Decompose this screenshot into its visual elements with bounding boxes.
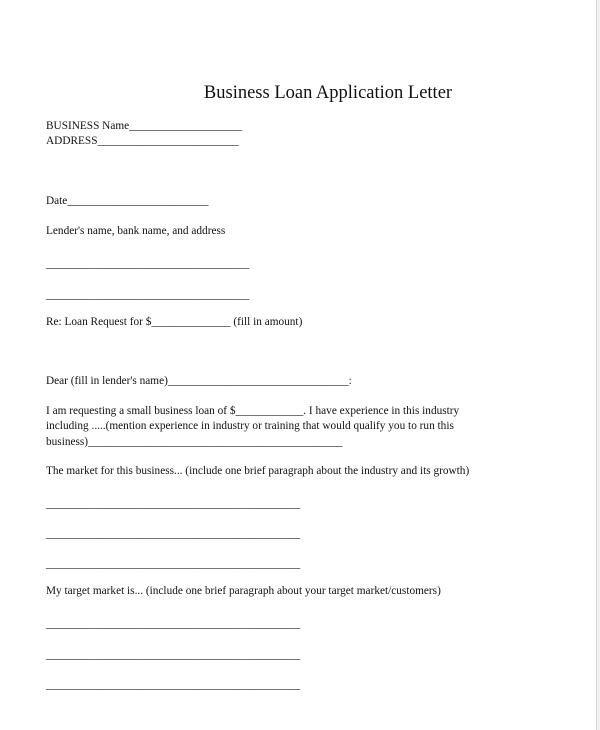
document-title: Business Loan Application Letter — [203, 83, 453, 103]
address-field: ADDRESS_________________________ — [46, 135, 239, 147]
target-line-2: _____________________________________________ — [46, 649, 301, 661]
request-paragraph-line-1: I am requesting a small business loan of $____________. I have experience in this industry — [46, 405, 460, 417]
lender-label: Lender's name, bank name, and address — [46, 225, 226, 237]
request-paragraph-line-2: including .....(mention experience in industry or training that would qualify you to run this — [46, 420, 454, 432]
market-label: The market for this business... (include one brief paragraph about the industry and its growth) — [46, 465, 470, 477]
loan-request-line: Re: Loan Request for $______________ (fill in amount) — [46, 316, 303, 328]
request-paragraph-line-3: business)_____________________________________________ — [46, 436, 343, 448]
market-line-2: _____________________________________________ — [46, 528, 301, 540]
market-line-1: _____________________________________________ — [46, 498, 301, 510]
salutation-line: Dear (fill in lender's name)________________________________: — [46, 375, 352, 387]
target-line-1: _____________________________________________ — [46, 618, 301, 630]
lender-line-2: ____________________________________ — [46, 289, 250, 301]
market-line-3: _____________________________________________ — [46, 558, 301, 570]
business-name-field: BUSINESS Name____________________ — [46, 120, 243, 132]
date-field: Date_________________________ — [46, 195, 209, 207]
target-market-label: My target market is... (include one brief paragraph about your target market/customers) — [46, 585, 441, 597]
target-line-3: _____________________________________________ — [46, 679, 301, 691]
lender-line-1: ____________________________________ — [46, 258, 250, 270]
